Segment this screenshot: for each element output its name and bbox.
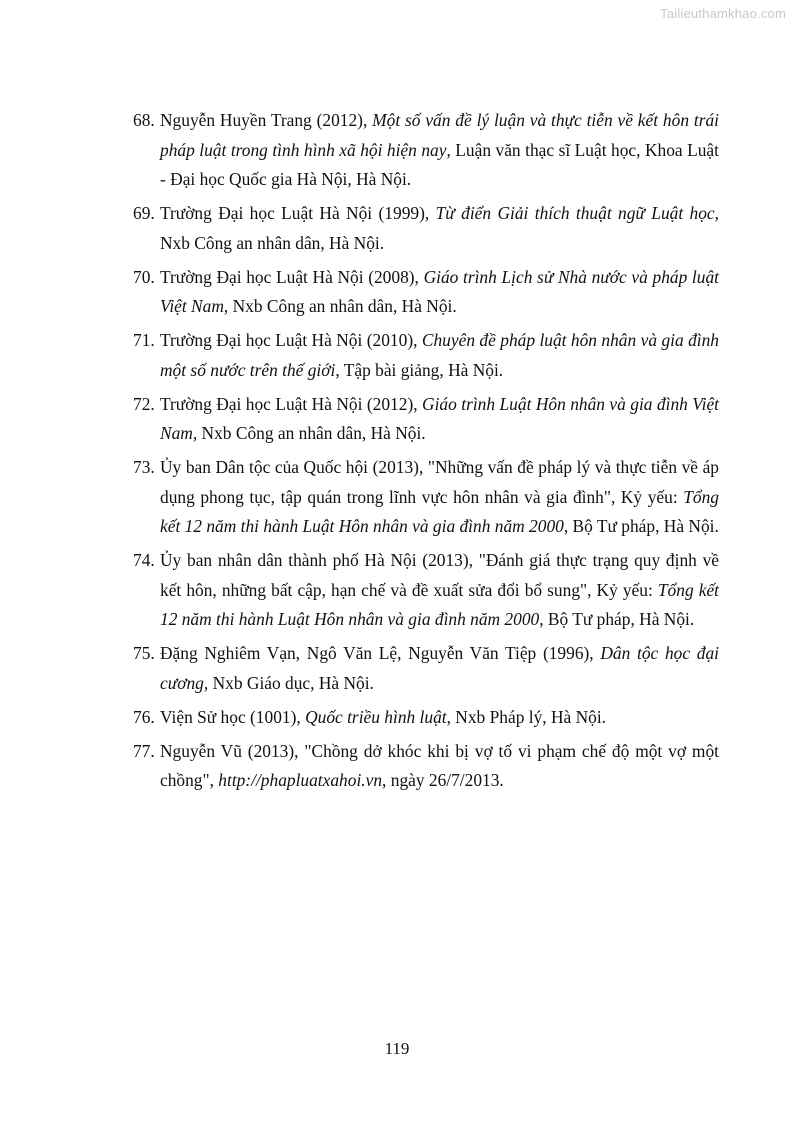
reference-title: Quốc triều hình luật <box>305 706 447 727</box>
reference-number: 73. <box>133 457 155 477</box>
reference-item <box>133 106 719 195</box>
reference-title: Tổng kết 12 năm thi hành Luật Hôn nhân và gia đình năm 2000 <box>160 579 719 629</box>
reference-title: Từ điển Giải thích thuật ngữ Luật học, <box>435 203 719 223</box>
reference-author: Trường Đại học Luật Hà Nội (2010), <box>160 330 422 350</box>
reference-item <box>133 453 719 542</box>
reference-item <box>133 263 719 322</box>
reference-number: 69. <box>133 203 155 223</box>
reference-author: Ủy ban Dân tộc của Quốc hội (2013), "Những vấn đề pháp lý và thực tiễn về áp dụng phong tục, tập quán trong lĩnh vực hôn nhân và gia đình", Kỷ yếu: <box>160 457 719 507</box>
reference-number: 71. <box>133 330 155 350</box>
reference-number: 74. <box>133 550 155 570</box>
reference-url: http://phapluatxahoi.vn <box>218 770 383 790</box>
reference-item <box>133 199 719 258</box>
reference-title: Giáo trình Lịch sử Nhà nước và pháp luật Việt Nam, <box>160 266 719 316</box>
reference-item <box>133 546 719 635</box>
reference-author: Nguyễn Huyền Trang (2012), <box>160 110 373 130</box>
reference-title: Giáo trình Luật Hôn nhân và gia đình Việt Nam, <box>160 393 719 443</box>
reference-number: 72. <box>133 393 155 414</box>
reference-item <box>133 703 719 733</box>
reference-author: Trường Đại học Luật Hà Nội (2008), <box>160 266 424 287</box>
reference-title: Dân tộc học đại cương <box>160 643 719 693</box>
reference-number: 75. <box>133 643 155 663</box>
reference-author: Trường Đại học Luật Hà Nội (2012), <box>160 393 423 414</box>
reference-item <box>133 737 719 796</box>
reference-title: Tổng kết 12 năm thi hành Luật Hôn nhân và gia đình năm 2000 <box>160 486 719 536</box>
reference-author: Nguyễn Vũ (2013), "Chồng dở khóc khi bị vợ tố vi phạm chế độ một vợ một chồng", <box>160 740 719 790</box>
reference-publisher: , Tập bài giảng, Hà Nội. <box>335 359 504 380</box>
reference-item <box>133 390 719 449</box>
reference-author: Đặng Nghiêm Vạn, Ngô Văn Lệ, Nguyễn Văn Tiệp (1996), <box>160 643 601 663</box>
reference-item <box>133 326 719 385</box>
page-number: 119 <box>384 1039 410 1058</box>
reference-number: 76. <box>133 706 155 727</box>
reference-publisher: Nxb Công an nhân dân, Hà Nội. <box>228 296 457 316</box>
reference-author: Ủy ban nhân dân thành phố Hà Nội (2013), "Đánh giá thực trạng quy định về kết hôn, những bất cập, hạn chế và đề xuất sửa đổi bổ sung", Kỷ yếu: <box>160 550 719 600</box>
reference-publisher: , Nxb Giáo dục, Hà Nội. <box>203 672 374 693</box>
reference-list <box>133 106 719 800</box>
reference-title: Một số vấn đề lý luận và thực tiễn về kết hôn trái pháp luật trong tình hình xã hội hiện nay <box>160 110 719 160</box>
reference-publisher: , Bộ Tư pháp, Hà Nội. <box>563 516 719 536</box>
reference-publisher: Nxb Công an nhân dân, Hà Nội. <box>160 232 385 253</box>
reference-date: , ngày 26/7/2013. <box>382 770 504 790</box>
reference-author: Viện Sử học (1001), <box>160 706 306 727</box>
reference-number: 70. <box>133 266 155 287</box>
reference-publisher: , Bộ Tư pháp, Hà Nội. <box>539 609 695 629</box>
reference-title: Chuyên đề pháp luật hôn nhân và gia đình một số nước trên thế giới <box>160 330 719 380</box>
reference-number: 68. <box>133 110 155 130</box>
reference-item <box>133 639 719 698</box>
reference-publisher: , Luận văn thạc sĩ Luật học, Khoa Luật - Đại học Quốc gia Hà Nội, Hà Nội. <box>160 139 719 189</box>
reference-number: 77. <box>133 740 155 761</box>
reference-publisher: Nxb Công an nhân dân, Hà Nội. <box>197 423 426 443</box>
reference-publisher: , Nxb Pháp lý, Hà Nội. <box>446 706 607 727</box>
reference-author: Trường Đại học Luật Hà Nội (1999), <box>160 203 436 223</box>
watermark: Tailieuthamkhao.com <box>660 6 786 21</box>
